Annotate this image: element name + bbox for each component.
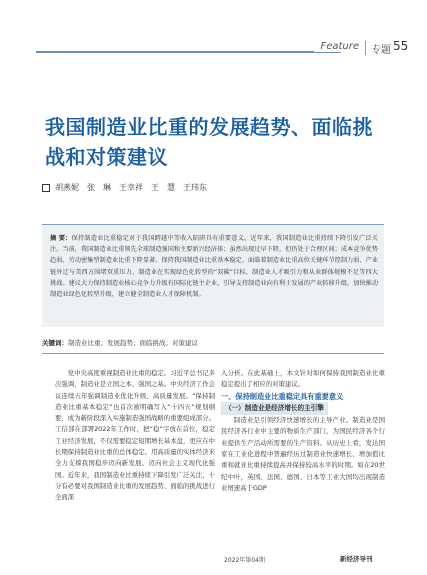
authors-line (42, 182, 207, 193)
author-marker-icon (42, 184, 50, 192)
authors: 胡燕妮 张 琳 王幸祥 王 慧 王玮东 (55, 183, 207, 192)
header-rule (36, 51, 341, 53)
body-column-right (221, 368, 385, 494)
keywords-label: 关键词： (42, 339, 68, 347)
body-paragraph: 党中央高度重视制造业比重的稳定。习近平总书记多次强调，制造业是立国之本、强国之基。中央经济工作会议连续五年强调制造业优化升级、高质量发展。“保持制造业比重基本稳定”也首次被明确写入“十四五”规划纲要，成为新阶段深入实施制造强国战略的重要组成部分。工信部在部署2022年工作时，把“稳”字放在首位，稳定工业经济发展，不仅需要稳定短期增长基本盘，更应在中长期保持制造业比重的总体稳定。用高质量的实体经济来全力支撑我国稳步迈向新发展、迈向社会主义现代化强国。近年来，我国制造业比重持续下降引发广泛关注，十分有必要对我国制造业比重的发展趋势、面临的挑战进行全面深 (55, 369, 215, 502)
header-label: Feature (314, 41, 359, 52)
body-paragraph-continued: 入分析。在此基础上，本文针对如何保持我国制造业比重稳定提出了相应的对策建议。 (221, 369, 385, 389)
article-title: 我国制造业比重的发展趋势、面临挑战和对策建议 (45, 115, 373, 169)
header-topic: 专题 (371, 45, 391, 56)
abstract-body: 保持制造业比重稳定对于我国跨越中等收入陷阱具有重要意义。近年来，我国制造业比重持续下降引发广泛关注。当前，我国制造业比重领先全球制造强国和主要新兴经济体；虽然出现过早下降，但仍处于合理区间；成本竞争优势趋弱、劳动密集型制造业比重下降显著。保持我国制造业比重基本稳定，面临着制造业比重高位关键环节控制力弱、产业链外迁与美西方围堵双重压力、制造业在实现绿色化转型的“双碳”目标，制造业人才吸引力和从业群体规模不足等四大挑战。建议大力保持制造业核心竞争力升级有国际化链主企业，引导支持制造业向有利于发展的产业转移升级，加快推动制造业绿色化转型升级，建立健全制造业人才保障机制。 (50, 235, 379, 299)
keywords (42, 338, 384, 354)
running-header (0, 36, 427, 60)
footer-issue-date: 2022年第04期 (224, 557, 265, 564)
body-column-left (55, 368, 215, 504)
header-separator (365, 41, 366, 55)
body-paragraph: 制造业是引领经济快速增长的主导产业。制造业是国民经济各行业中主要的物质生产部门，为国民经济各个行业提供生产活动所需要的生产资料。从历史上看，发达国家在工业化进程中普遍经历过制造业快速增长、增加值比重和就业比重持续提高并保持较高水平的时期。如在20世纪中叶，英国、法国、德国、日本等工业大国均出现制造业增速高于GDP (221, 416, 385, 492)
abstract-box (42, 224, 384, 327)
keywords-text: 制造业比重；发展趋势；面临挑战；对策建议 (68, 339, 198, 347)
footer-journal-name: 新经济导刊 (340, 555, 373, 563)
section-heading: 一、保持制造业比重稳定具有重要意义 (221, 391, 344, 401)
page-number: 55 (393, 39, 409, 53)
sub-heading: （一）制造业是经济增长的主引擎 (221, 402, 328, 415)
abstract-label: 摘 要： (50, 235, 72, 242)
abstract-text (50, 233, 378, 300)
